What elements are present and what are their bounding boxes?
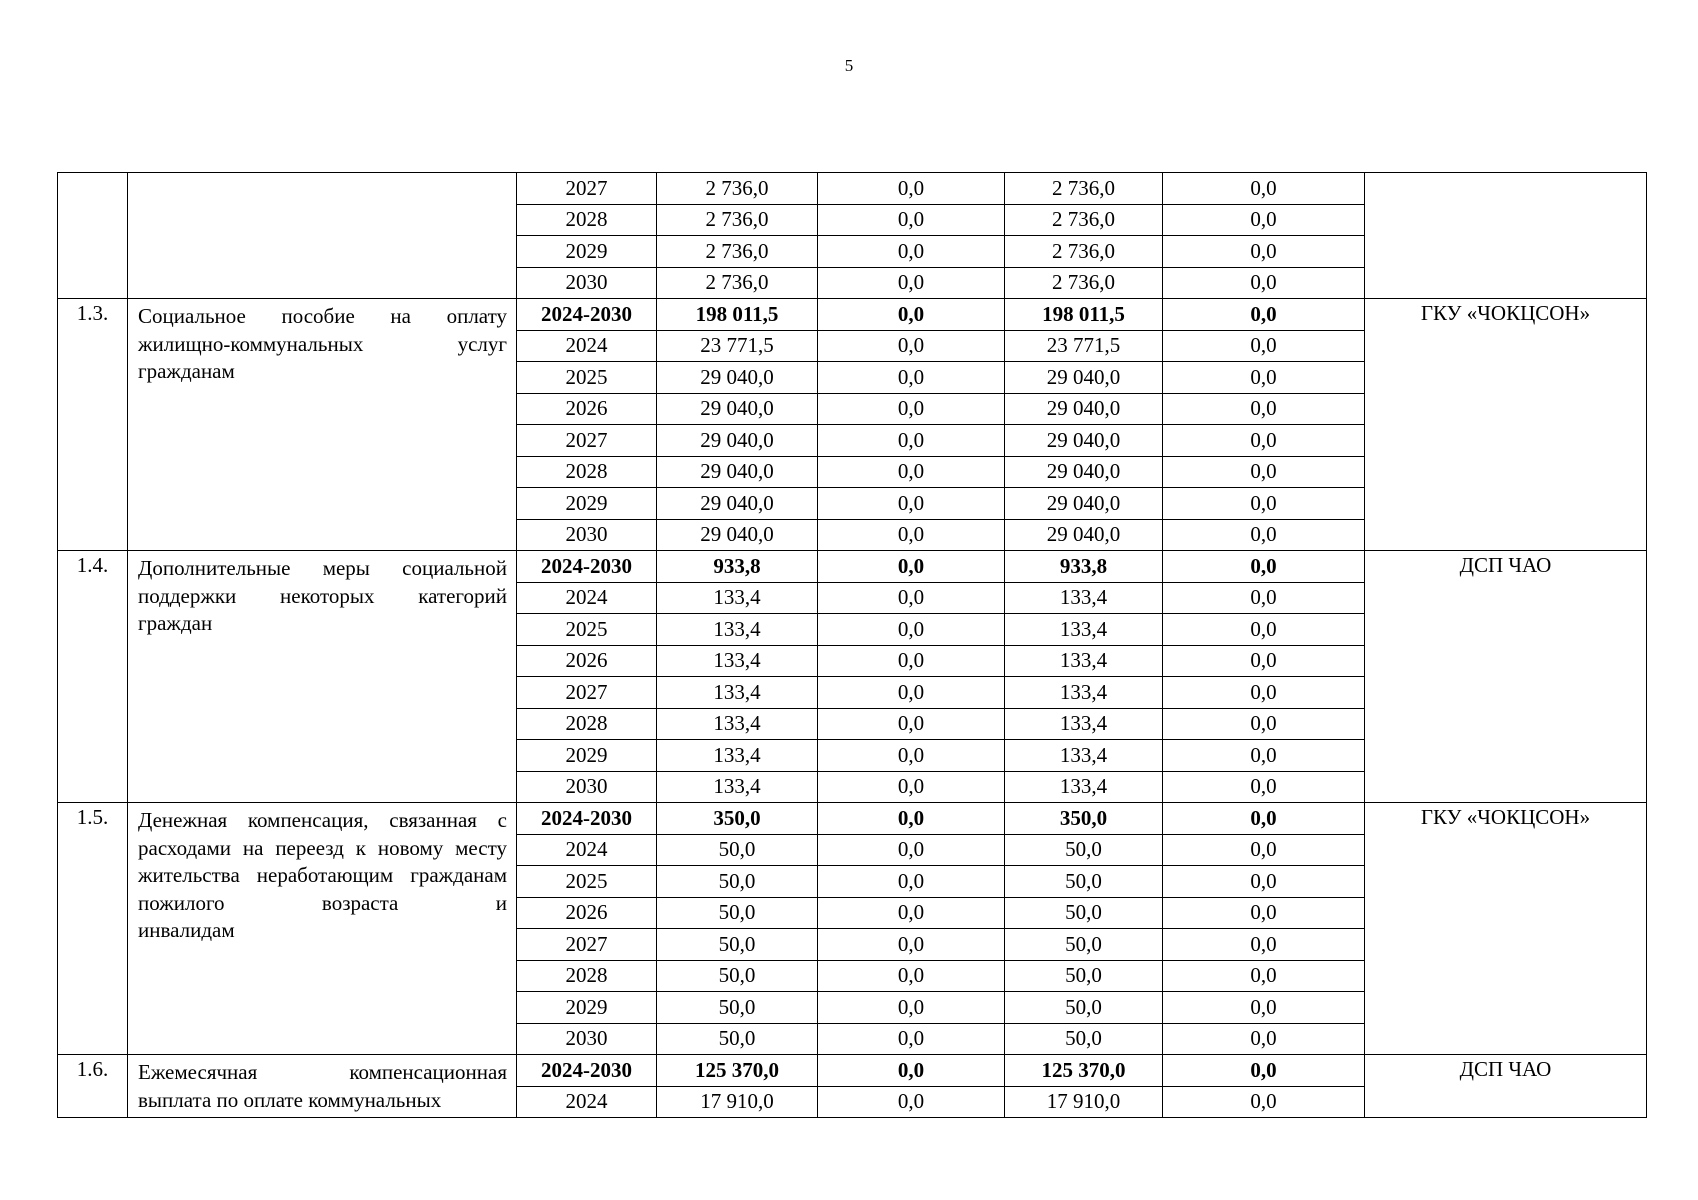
funding-cell-3: 0,0 (1163, 929, 1365, 961)
measure-name-line: месту жительства неработающим (138, 835, 507, 887)
measure-name (128, 1055, 517, 1118)
measure-name-line: гражданам пожилого возраста и (138, 863, 507, 915)
year-cell: 2030 (517, 267, 657, 299)
year-cell: 2027 (517, 929, 657, 961)
funding-cell-2: 29 040,0 (1005, 425, 1163, 457)
funding-cell-3: 0,0 (1163, 645, 1365, 677)
funding-cell-2: 50,0 (1005, 1023, 1163, 1055)
funding-cell-2: 50,0 (1005, 897, 1163, 929)
funding-cell-1: 0,0 (818, 677, 1005, 709)
funding-cell-1: 0,0 (818, 1023, 1005, 1055)
funding-cell-3: 0,0 (1163, 519, 1365, 551)
funding-cell-2: 133,4 (1005, 645, 1163, 677)
year-cell: 2028 (517, 708, 657, 740)
executor: ДСП ЧАО (1365, 551, 1647, 803)
funding-cell-2: 50,0 (1005, 960, 1163, 992)
funding-cell-3: 0,0 (1163, 677, 1365, 709)
year-cell: 2028 (517, 960, 657, 992)
year-cell: 2029 (517, 488, 657, 520)
total-cell: 29 040,0 (657, 393, 818, 425)
funding-cell-3: 0,0 (1163, 299, 1365, 331)
funding-cell-3: 0,0 (1163, 456, 1365, 488)
measure-name-cell (128, 173, 517, 299)
funding-cell-1: 0,0 (818, 771, 1005, 803)
funding-cell-1: 0,0 (818, 929, 1005, 961)
measure-name-line: с расходами на переезд к новому (138, 808, 507, 860)
funding-cell-1: 0,0 (818, 582, 1005, 614)
funding-cell-2: 29 040,0 (1005, 519, 1163, 551)
funding-cell-3: 0,0 (1163, 204, 1365, 236)
funding-cell-1: 0,0 (818, 803, 1005, 835)
funding-cell-3: 0,0 (1163, 488, 1365, 520)
measure-name-line: жилищно-коммунальных услуг (138, 331, 507, 356)
total-cell: 133,4 (657, 614, 818, 646)
year-cell: 2025 (517, 362, 657, 394)
executor: ДСП ЧАО (1365, 1055, 1647, 1118)
table-row (58, 551, 1647, 583)
funding-cell-2: 350,0 (1005, 803, 1163, 835)
total-cell: 133,4 (657, 708, 818, 740)
total-cell: 2 736,0 (657, 236, 818, 268)
measure-name (128, 299, 517, 551)
funding-cell-3: 0,0 (1163, 267, 1365, 299)
funding-cell-1: 0,0 (818, 362, 1005, 394)
funding-cell-1: 0,0 (818, 330, 1005, 362)
year-cell: 2024 (517, 582, 657, 614)
total-cell: 50,0 (657, 897, 818, 929)
year-cell: 2024 (517, 1086, 657, 1118)
funding-cell-1: 0,0 (818, 866, 1005, 898)
total-cell: 29 040,0 (657, 519, 818, 551)
year-cell: 2024-2030 (517, 803, 657, 835)
number-cell (58, 173, 128, 299)
funding-cell-3: 0,0 (1163, 425, 1365, 457)
year-cell: 2026 (517, 897, 657, 929)
funding-cell-2: 133,4 (1005, 614, 1163, 646)
funding-cell-3: 0,0 (1163, 834, 1365, 866)
funding-cell-1: 0,0 (818, 1086, 1005, 1118)
year-cell: 2025 (517, 866, 657, 898)
funding-cell-2: 50,0 (1005, 866, 1163, 898)
measure-name (128, 551, 517, 803)
executor-cell (1365, 173, 1647, 299)
total-cell: 50,0 (657, 834, 818, 866)
total-cell: 350,0 (657, 803, 818, 835)
year-cell: 2024 (517, 330, 657, 362)
measure-name-line: гражданам (138, 359, 235, 383)
total-cell: 50,0 (657, 960, 818, 992)
total-cell: 133,4 (657, 771, 818, 803)
year-cell: 2026 (517, 645, 657, 677)
funding-cell-1: 0,0 (818, 614, 1005, 646)
funding-cell-1: 0,0 (818, 236, 1005, 268)
total-cell: 29 040,0 (657, 425, 818, 457)
funding-cell-1: 0,0 (818, 1055, 1005, 1087)
year-cell: 2027 (517, 677, 657, 709)
year-cell: 2029 (517, 740, 657, 772)
funding-cell-2: 198 011,5 (1005, 299, 1163, 331)
funding-cell-3: 0,0 (1163, 551, 1365, 583)
funding-cell-3: 0,0 (1163, 582, 1365, 614)
table-row (58, 803, 1647, 835)
total-cell: 29 040,0 (657, 488, 818, 520)
funding-cell-2: 2 736,0 (1005, 204, 1163, 236)
funding-cell-3: 0,0 (1163, 236, 1365, 268)
funding-cell-2: 50,0 (1005, 929, 1163, 961)
funding-cell-1: 0,0 (818, 456, 1005, 488)
funding-cell-3: 0,0 (1163, 1023, 1365, 1055)
total-cell: 133,4 (657, 677, 818, 709)
funding-cell-1: 0,0 (818, 740, 1005, 772)
funding-cell-1: 0,0 (818, 393, 1005, 425)
funding-cell-2: 2 736,0 (1005, 267, 1163, 299)
year-cell: 2024 (517, 834, 657, 866)
funding-cell-1: 0,0 (818, 488, 1005, 520)
measure-name (128, 803, 517, 1055)
total-cell: 125 370,0 (657, 1055, 818, 1087)
table-row (58, 299, 1647, 331)
funding-cell-1: 0,0 (818, 708, 1005, 740)
measure-name-line: выплата по оплате коммунальных (138, 1087, 442, 1112)
year-cell: 2030 (517, 519, 657, 551)
funding-cell-2: 29 040,0 (1005, 393, 1163, 425)
measure-name-line: Дополнительные меры социальной (138, 556, 507, 580)
measure-name-line: граждан (138, 611, 213, 635)
funding-cell-2: 2 736,0 (1005, 173, 1163, 205)
table-row (58, 173, 1647, 205)
funding-cell-3: 0,0 (1163, 330, 1365, 362)
funding-cell-2: 133,4 (1005, 740, 1163, 772)
total-cell: 17 910,0 (657, 1086, 818, 1118)
year-cell: 2030 (517, 1023, 657, 1055)
total-cell: 50,0 (657, 992, 818, 1024)
year-cell: 2027 (517, 173, 657, 205)
funding-cell-1: 0,0 (818, 299, 1005, 331)
funding-cell-1: 0,0 (818, 519, 1005, 551)
year-cell: 2029 (517, 236, 657, 268)
funding-cell-3: 0,0 (1163, 897, 1365, 929)
funding-cell-2: 50,0 (1005, 834, 1163, 866)
total-cell: 23 771,5 (657, 330, 818, 362)
table-row (58, 1055, 1647, 1087)
funding-cell-3: 0,0 (1163, 393, 1365, 425)
total-cell: 198 011,5 (657, 299, 818, 331)
total-cell: 50,0 (657, 1023, 818, 1055)
section-number: 1.5. (58, 803, 128, 1055)
year-cell: 2027 (517, 425, 657, 457)
funding-cell-1: 0,0 (818, 834, 1005, 866)
year-cell: 2024-2030 (517, 551, 657, 583)
executor: ГКУ «ЧОКЦСОН» (1365, 299, 1647, 551)
funding-cell-2: 29 040,0 (1005, 456, 1163, 488)
funding-cell-1: 0,0 (818, 551, 1005, 583)
program-financing-table (57, 172, 1647, 1118)
funding-cell-2: 133,4 (1005, 582, 1163, 614)
year-cell: 2029 (517, 992, 657, 1024)
total-cell: 2 736,0 (657, 173, 818, 205)
year-cell: 2026 (517, 393, 657, 425)
funding-cell-1: 0,0 (818, 173, 1005, 205)
total-cell: 2 736,0 (657, 267, 818, 299)
funding-cell-1: 0,0 (818, 897, 1005, 929)
section-number: 1.3. (58, 299, 128, 551)
year-cell: 2028 (517, 204, 657, 236)
total-cell: 29 040,0 (657, 362, 818, 394)
total-cell: 133,4 (657, 740, 818, 772)
total-cell: 29 040,0 (657, 456, 818, 488)
year-cell: 2025 (517, 614, 657, 646)
year-cell: 2024-2030 (517, 1055, 657, 1087)
funding-cell-1: 0,0 (818, 425, 1005, 457)
funding-cell-3: 0,0 (1163, 173, 1365, 205)
total-cell: 933,8 (657, 551, 818, 583)
funding-cell-3: 0,0 (1163, 614, 1365, 646)
funding-cell-2: 133,4 (1005, 677, 1163, 709)
funding-cell-2: 133,4 (1005, 771, 1163, 803)
measure-name-line: Ежемесячная компенсационная (138, 1060, 507, 1084)
funding-cell-3: 0,0 (1163, 771, 1365, 803)
funding-cell-3: 0,0 (1163, 740, 1365, 772)
funding-cell-2: 23 771,5 (1005, 330, 1163, 362)
funding-cell-3: 0,0 (1163, 803, 1365, 835)
funding-cell-1: 0,0 (818, 267, 1005, 299)
year-cell: 2030 (517, 771, 657, 803)
funding-cell-2: 29 040,0 (1005, 488, 1163, 520)
funding-cell-2: 125 370,0 (1005, 1055, 1163, 1087)
total-cell: 50,0 (657, 866, 818, 898)
funding-cell-2: 933,8 (1005, 551, 1163, 583)
measure-name-line: инвалидам (138, 918, 235, 942)
total-cell: 133,4 (657, 645, 818, 677)
total-cell: 133,4 (657, 582, 818, 614)
section-number: 1.4. (58, 551, 128, 803)
funding-cell-1: 0,0 (818, 992, 1005, 1024)
funding-cell-3: 0,0 (1163, 866, 1365, 898)
section-number: 1.6. (58, 1055, 128, 1118)
funding-cell-2: 133,4 (1005, 708, 1163, 740)
measure-name-line: Денежная компенсация, связанная (138, 808, 477, 832)
table-body (58, 173, 1647, 1118)
executor: ГКУ «ЧОКЦСОН» (1365, 803, 1647, 1055)
funding-cell-2: 17 910,0 (1005, 1086, 1163, 1118)
measure-name-line: поддержки некоторых категорий (138, 583, 507, 608)
total-cell: 50,0 (657, 929, 818, 961)
year-cell: 2024-2030 (517, 299, 657, 331)
total-cell: 2 736,0 (657, 204, 818, 236)
funding-cell-1: 0,0 (818, 645, 1005, 677)
funding-cell-3: 0,0 (1163, 362, 1365, 394)
funding-cell-2: 2 736,0 (1005, 236, 1163, 268)
measure-name-line: Социальное пособие на оплату (138, 304, 507, 328)
funding-cell-3: 0,0 (1163, 1086, 1365, 1118)
funding-cell-1: 0,0 (818, 960, 1005, 992)
funding-cell-3: 0,0 (1163, 992, 1365, 1024)
funding-cell-2: 29 040,0 (1005, 362, 1163, 394)
page-number: 5 (844, 56, 854, 75)
year-cell: 2028 (517, 456, 657, 488)
funding-cell-3: 0,0 (1163, 1055, 1365, 1087)
funding-cell-2: 50,0 (1005, 992, 1163, 1024)
funding-cell-1: 0,0 (818, 204, 1005, 236)
funding-cell-3: 0,0 (1163, 708, 1365, 740)
funding-cell-3: 0,0 (1163, 960, 1365, 992)
